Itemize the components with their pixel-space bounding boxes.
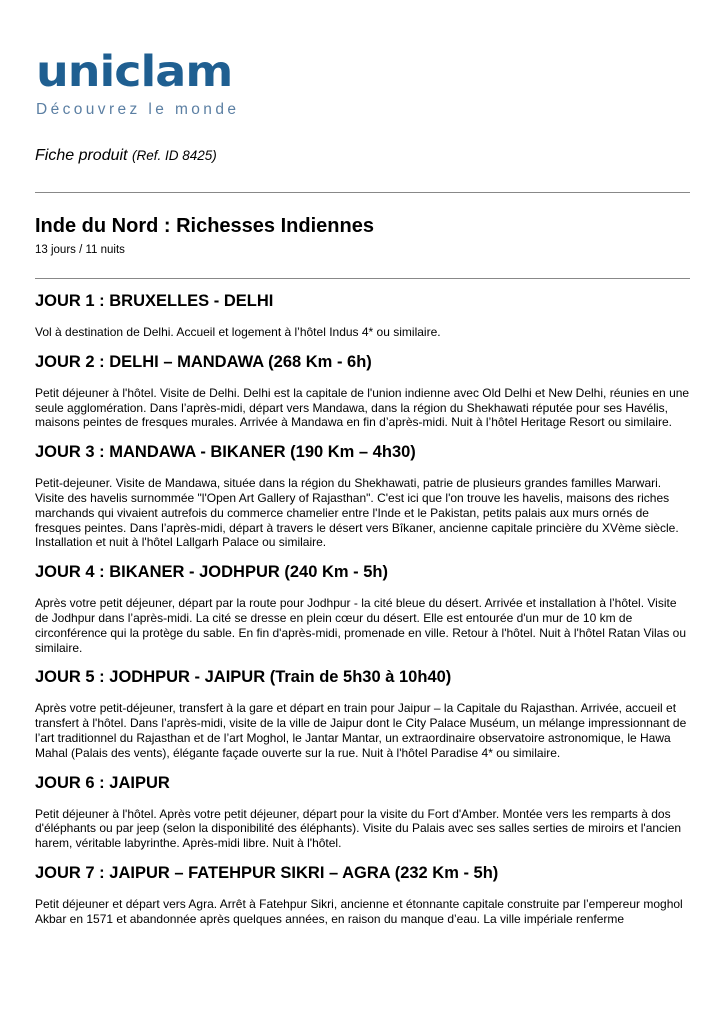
logo-wordmark: uniclam bbox=[36, 46, 233, 96]
day-title: JOUR 5 : JODHPUR - JAIPUR (Train de 5h30 à 10h40) bbox=[35, 668, 452, 687]
day-description: Petit-dejeuner. Visite de Mandawa, située dans la région du Shekhawati, patrie de plusieurs grandes familles Marwari. Visite des havelis surnommée "l'Open Art Gallery of Rajasthan". C'est ici que l'on trouve les havelis, maisons des riches marchands qui vivaient autrefois du commerce chamelier entre l'Inde et le Pakistan, petits palais aux murs ornés de fresques peintes. Dans l’après-midi, départ à travers le désert vers Bîkaner, ancienne capitale princière du XVème siècle. Installation et nuit à l'hôtel Lallgarh Palace ou similaire. bbox=[35, 476, 679, 550]
day-description: Petit déjeuner à l'hôtel. Visite de Delhi. Delhi est la capitale de l'union indienne avec Old Delhi et New Delhi, réunies en une seule agglomération. Dans l’après-midi, départ vers Mandawa, dans la région du Shekhawati réputée pour ses Havélis, maisons peintes de fresques murales. Arrivée à Mandawa en fin d’après-midi. Nuit à l’hôtel Heritage Resort ou similaire. bbox=[35, 385, 690, 430]
day-title: JOUR 2 : DELHI – MANDAWA (268 Km - 6h) bbox=[35, 352, 372, 371]
day-6 bbox=[35, 772, 691, 851]
day-5 bbox=[35, 666, 691, 760]
day-description: Petit déjeuner à l'hôtel. Après votre petit déjeuner, départ pour la visite du Fort d'Amber. Montée vers les remparts à dos d'éléphants ou par jeep (selon la disponibilité des éléphants). Visite du Palais avec ses salles serties de miroirs et l'ancien harem, véritable labyrinthe. Après-midi libre. Nuit à l'hôtel. bbox=[35, 806, 682, 851]
uniclam-logo bbox=[36, 46, 256, 120]
day-description: Petit déjeuner et départ vers Agra. Arrêt à Fatehpur Sikri, ancienne et étonnante capitale construite par l’empereur moghol Akbar en 1571 et abandonnée après quelques années, en raison du manque d’eau. La ville impériale renferme bbox=[35, 896, 683, 926]
day-description: Après votre petit-déjeuner, transfert à la gare et départ en train pour Jaipur – la Capitale du Rajasthan. Arrivée, accueil et transfert à l'hôtel. Dans l’après-midi, visite de la ville de Jaipur dont le City Palace Muséum, un mélange impressionnant de l’art traditionnel du Rajasthan et de l’art Moghol, le Jantar Mantar, un extraordinaire observatoire astronomique, le Hawa Mahal (Palais des vents), élégante façade ouverte sur la rue. Nuit à l'hôtel Paradise 4* ou similaire. bbox=[35, 701, 687, 760]
fiche-label: Fiche produit bbox=[35, 147, 128, 164]
ref-id: (Ref. ID 8425) bbox=[131, 148, 217, 163]
day-2 bbox=[35, 351, 691, 430]
day-description: Vol à destination de Delhi. Accueil et logement à l’hôtel Indus 4* ou similaire. bbox=[35, 325, 441, 339]
logo-tagline: Découvrez le monde bbox=[36, 101, 240, 118]
day-description: Après votre petit déjeuner, départ par la route pour Jodhpur - la cité bleue du désert. Arrivée et installation à l’hôtel. Visite de Jodhpur dans l’après-midi. La cité se dresse en plein cœur du désert. Elle est entourée d'un mur de 10 km de circonférence qui la protège du sable. En fin d'après-midi, promenade en ville. Retour à l'hôtel. Nuit à l'hôtel Ratan Vilas ou similaire. bbox=[35, 596, 687, 655]
trip-duration: 13 jours / 11 nuits bbox=[35, 244, 125, 256]
itinerary bbox=[35, 290, 691, 938]
day-7 bbox=[35, 862, 691, 927]
day-title: JOUR 6 : JAIPUR bbox=[35, 773, 170, 792]
day-title: JOUR 7 : JAIPUR – FATEHPUR SIKRI – AGRA (232 Km - 5h) bbox=[35, 863, 499, 882]
day-3 bbox=[35, 441, 691, 550]
divider-top bbox=[35, 192, 690, 193]
day-title: JOUR 3 : MANDAWA - BIKANER (190 Km – 4h30) bbox=[35, 443, 416, 462]
day-1 bbox=[35, 290, 691, 340]
day-4 bbox=[35, 561, 691, 655]
day-title: JOUR 1 : BRUXELLES - DELHI bbox=[35, 292, 274, 310]
trip-title: Inde du Nord : Richesses Indiennes bbox=[35, 215, 374, 237]
fiche-produit-line bbox=[35, 147, 217, 165]
day-title: JOUR 4 : BIKANER - JODHPUR (240 Km - 5h) bbox=[35, 563, 388, 582]
divider-bottom bbox=[35, 278, 690, 279]
